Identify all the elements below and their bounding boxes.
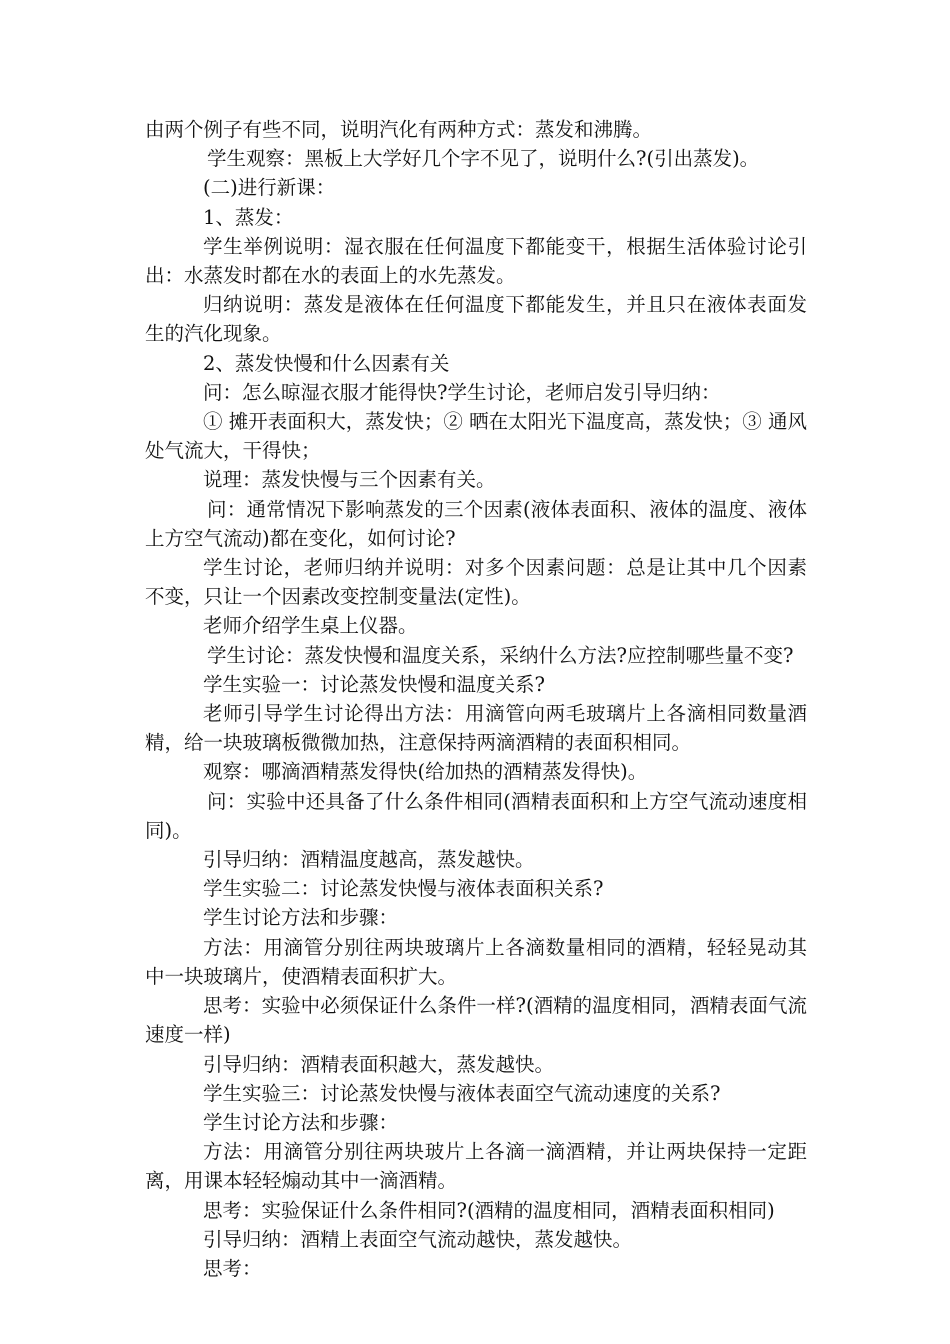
paragraph: 学生讨论方法和步骤： (203, 1110, 399, 1134)
subsection-heading: 2、蒸发快慢和什么因素有关 (203, 351, 450, 375)
paragraph: 说理：蒸发快慢与三个因素有关。 (203, 468, 496, 492)
paragraph: 老师介绍学生桌上仪器。 (203, 614, 418, 638)
paragraph: 学生举例说明：湿衣服在任何温度下都能变干，根据生活体验讨论引出：水蒸发时都在水的表面上的水先蒸发。 (145, 234, 807, 288)
paragraph: 引导归纳：酒精温度越高，蒸发越快。 (203, 848, 535, 872)
paragraph: 学生讨论：蒸发快慢和温度关系，采纳什么方法?应控制哪些量不变? (207, 643, 794, 667)
paragraph: 学生实验三：讨论蒸发快慢与液体表面空气流动速度的关系? (203, 1081, 721, 1105)
paragraph: 观察：哪滴酒精蒸发得快(给加热的酒精蒸发得快)。 (203, 760, 648, 784)
document-body (145, 115, 807, 1283)
paragraph: 学生实验一：讨论蒸发快慢和温度关系? (203, 672, 545, 696)
paragraph: 思考：实验保证什么条件相同?(酒精的温度相同，酒精表面积相同) (203, 1198, 775, 1222)
paragraph: 思考： (203, 1256, 262, 1280)
section-heading: (二)进行新课： (203, 176, 336, 200)
paragraph: 引导归纳：酒精上表面空气流动越快，蒸发越快。 (203, 1227, 633, 1251)
paragraph: 学生讨论方法和步骤： (203, 906, 399, 930)
paragraph: 问：怎么晾湿衣服才能得快?学生讨论，老师启发引导归纳： (203, 380, 721, 404)
paragraph: 方法：用滴管分别往两块玻璃片上各滴数量相同的酒精，轻轻晃动其中一块玻璃片，使酒精表面积扩大。 (145, 935, 807, 988)
paragraph: 学生讨论，老师归纳并说明：对多个因素问题：总是让其中几个因素不变，只让一个因素改变控制变量法(定性)。 (145, 556, 807, 609)
paragraph: 学生实验二：讨论蒸发快慢与液体表面积关系? (203, 877, 604, 901)
paragraph: 方法：用滴管分别往两块玻片上各滴一滴酒精，并让两块保持一定距离，用课本轻轻煽动其中一滴酒精。 (145, 1140, 807, 1193)
subsection-heading: 1、蒸发： (203, 205, 294, 229)
paragraph: 由两个例子有些不同，说明汽化有两种方式：蒸发和沸腾。 (145, 118, 653, 141)
paragraph: 问：实验中还具备了什么条件相同(酒精表面积和上方空气流动速度相同)。 (145, 789, 807, 842)
paragraph: 引导归纳：酒精表面积越大，蒸发越快。 (203, 1052, 555, 1076)
paragraph: 学生观察：黑板上大学好几个字不见了，说明什么?(引出蒸发)。 (207, 147, 760, 171)
paragraph: ① 摊开表面积大，蒸发快；② 晒在太阳光下温度高，蒸发快；③ 通风处气流大，干得快； (145, 410, 807, 463)
paragraph: 思考：实验中必须保证什么条件一样?(酒精的温度相同，酒精表面气流速度一样) (145, 994, 807, 1047)
paragraph: 老师引导学生讨论得出方法：用滴管向两毛玻璃片上各滴相同数量酒精，给一块玻璃板微微加热，注意保持两滴酒精的表面积相同。 (145, 702, 807, 755)
paragraph: 问：通常情况下影响蒸发的三个因素(液体表面积、液体的温度、液体上方空气流动)都在变化，如何讨论? (145, 497, 807, 550)
paragraph: 归纳说明：蒸发是液体在任何温度下都能发生，并且只在液体表面发生的汽化现象。 (145, 293, 807, 346)
